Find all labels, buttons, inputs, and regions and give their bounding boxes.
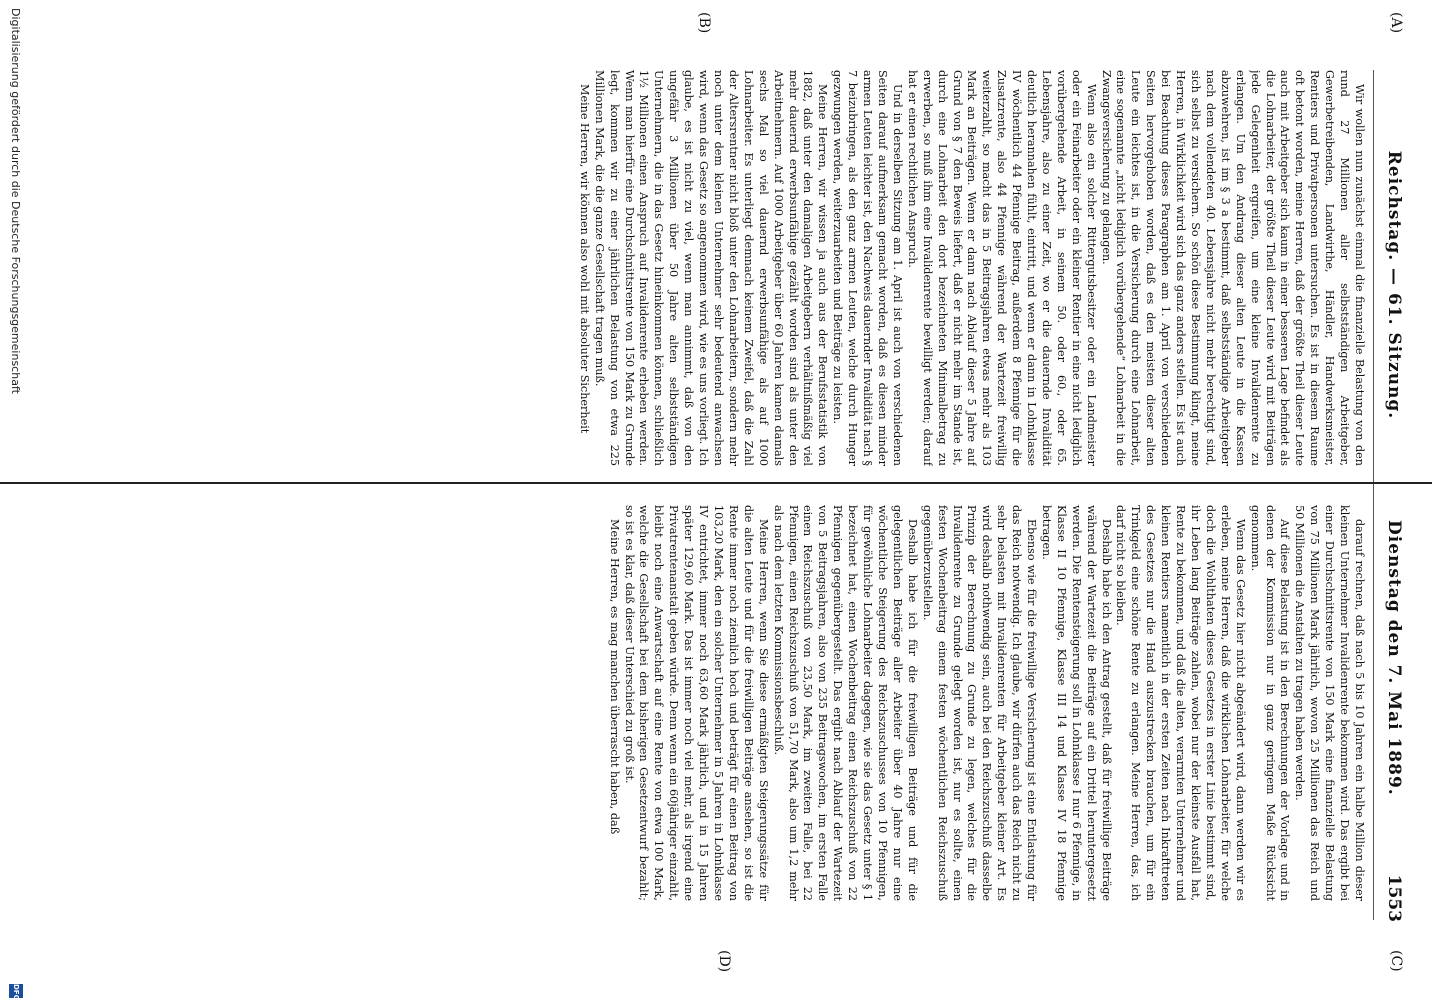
paragraph: darauf rechnen, daß nach 5 bis 10 Jahren ein halbe Million dieser kleinen Unternehmer Invalidenrente bekommen wird. Das ergibt bei einer Durchschnittsrente von 150 Mark eine finanzielle Belastung von 75 Millionen Mark jährlich, wovon 25 Millionen das Reich und 50 Millionen die Anstalten zu tragen haben werden. [1293,505,1366,901]
paragraph: Deshalb habe ich für die freiwilligen Beiträge und für die gelegentlichen Beiträge aller Arbeiter über 40 Jahre nur eine wöchentliche Steigerung des Reichszuschusses von 10 Pfennigen, für gewöhnliche Lohnarbeiter dagegen, wie sie das Gesetz unter § 1 bezeichnet hat, einen Wochenbeitrag einen Reichszuschuß von 22 Pfennigen gegenübergestellt. Das ergibt nach Ablauf der Wartezeit von 5 Beitragsjahren, also von 235 Beitragswochen, im ersten Falle einen Reichszuschuß von 23,50 Mark, im zweiten Falle, bei 22 Pfennigen, einen Reichszuschuß von 51,70 Mark, also um 1,2 mehr als nach dem letzten Kommissionsbeschluß. [771,505,919,901]
digitization-footer [0,0,26,1000]
paragraph: Meine Herren, wir wissen ja auch aus der Berufsstatistik von 1882, daß unter den damaligen Arbeitgebern verhältnißmäßig viel mehr dauernd erwerbsunfähige gezählt worden sind als unter den Arbeitnehmern. Auf 1000 Arbeitgeber über 60 Jahren kamen damals sechs Mal so viel dauernd erwerbsunfähige als auf 1000 Lohnarbeiter. Es unterliegt demnach keinem Zweifel, daß die Zahl der Altersrentner nicht bloß unter den Lohnarbeitern, sondern mehr noch unter dem kleinen Unternehmer sehr bedeutend anwachsen wird, wenn das Gesetz so angenommen wird, wie es uns vorliegt. Ich glaube, es ist nicht zu viel, wenn man annimmt, daß von den ungefähr 3 Millionen über 50 Jahre alten selbstständigen Unternehmern, die in das Gesetz hineinkommen können, schließlich 1½ Millionen einen Anspruch auf Invalidenrente erheben werden. Wenn man hierfür eine Durchschnittsrente von 150 Mark zu Grunde legt, kommen wir zu einer jährlichen Belastung von etwa 225 Millionen Mark, die die ganze Gesellschaft tragen muß. [592,70,830,466]
paragraph: Deshalb habe ich den Antrag gestellt, daß für freiwillige Beiträge während der Wartezeit die Beiträge auf ein Drittel heruntergesetzt werden. Die Rentensteigerung soll in Lohnklasse I nur 6 Pfennige, in Klasse II 10 Pfennige, Klasse III 14 und Klasse IV 18 Pfennige betragen. [1039,505,1113,901]
paragraph: Meine Herren, es mag manchen überrascht haben, daß [607,519,621,835]
margin-marker-c: (C) [1388,950,1404,972]
right-column [86,505,1366,901]
header-rule [1373,70,1374,920]
paragraph: Ebenso wie für die freiwillige Versicherung ist eine Entlastung für das Reich notwendig. Ich glaube, wir dürfen auch das Reich nicht zu sehr belasten mit Invalidenrenten für Arbeitgeber kleiner Art. Es wird deshalb nothwendig sein, auch bei den Reichszuschuß dasselbe Prinzip der Berechnung zu Grunde zu legen, welches für die Invalidenrente zu Grunde gelegt worden ist, nur es sollte, einen festen Wochenbeitrag einem festen wöchentlichen Reichszuschuß gegenüberzustellen. [920,505,1039,901]
page-number: 1553 [1384,874,1404,922]
paragraph: Wir wollen nun zunächst einmal die finanzielle Belastung von den rund 27 Millionen aller selbstständigen Arbeitgeber, Gewerbetreibenden, Landwirthe, Händler, Handwerksmeister, Rentiers und Privatpersonen untersuchen. Es ist in diesem Raume oft betont worden, meine Herren, daß der größte Theil dieser Leute auch mit Arbeitgeber sich kaum in einer besseren Lage befindet als die Lohnarbeiter, der größte Theil dieser Leute wird mit Beiträgen jede Gelegenheit ergreifen, um eine kleine Invalidenrente zu erlangen. Um den Andrang dieser alten Leute in die Kassen abzuwehren, ist im § 3 a bestimmt, daß selbstständige Arbeitgeber nach dem vollendeten 40. Lebensjahre nicht mehr berechtigt sind, sich selbst zu versichern. So schön diese Bestimmung klingt, meine Herren, in Wirklichkeit wird sich das ganz anders stellen. Es ist auch bei Beachtung dieses Paragraphen am 1. April von verschiedenen Seiten hervorgehoben worden, daß es den meisten dieser alten Leute ein leichtes ist, in die Versicherung durch eine Lohnarbeit, eine sogenannte „nicht lediglich vorübergehende“ Lohnarbeit in die Zwangsversicherung zu gelangen. [1099,70,1366,466]
header-right-date: Dienstag den 7. Mai 1889. [1384,520,1404,796]
paragraph: Auf diese Belastung ist in den Berechnungen der Vorlage und in denen der Kommission nur in ganz geringem Maße Rücksicht genommen. [1248,505,1292,901]
column-divider [0,482,1432,484]
footer-credit-text: Digitalisierung gefördert durch die Deutsche Forschungsgemeinschaft [9,8,22,394]
paragraph: Meine Herren, wenn Sie diese ermäßigten Steigerungssätze für die alten Leute und für die freiwilligen Beiträge ansehen, so ist die Rente immer noch ziemlich hoch und beträgt für einen Beitrag von 103,20 Mark, den ein solcher Unternehmer in 5 Jahren in Lohnklasse IV entrichtet, immer noch 63,60 Mark jährlich, und in 15 Jahren später 129,60 Mark. Das ist immer noch viel mehr, als irgend eine Privatrentenanstalt geben würde. Denn wenn ein 60jähriger einzahlt, bleibt noch eine Anwartschaft auf eine Rente von etwa 100 Mark, welche die Gesellschaft bei dem bisherigen Gesetzentwurf bezahlt; so ist es klar, daß dieser Unterschied zu groß ist. [622,505,770,901]
header-left-title: Reichstag. — 61. Sitzung. [1384,150,1404,420]
margin-marker-d: (D) [716,950,732,973]
paragraph: Meine Herren, wir können also wohl mit absoluter Sicherheit [577,84,591,434]
margin-marker-a: (A) [1388,12,1404,34]
paragraph: Wenn also ein solcher Rittergutsbesitzer oder ein Landmeister oder ein Feinarbeiter oder ein kleiner Rentier in eine nicht lediglich vorübergehende Arbeit, in seinem 50. oder 60., oder 65. Lebensjahre, also zu einer Zeit, wo er die dauernde Invalidität deutlich herannahen fühlt, eintritt, und wenn er dann in Lohnklasse IV wöchentlich 44 Pfennige Beitrag, außerdem 8 Pfennige für die Zusatzrente, also 44 Pfennige während der Wartezeit freiwillig weiterzahlt, so macht das in 5 Beitragsjahren etwas mehr als 103 Mark an Beiträgen. Wenn er dann nach Ablauf dieser 5 Jahre auf Grund von § 7 den Beweis liefert, daß er nicht mehr im Stande ist, durch eine Lohnarbeit den dort bezeichneten Minimalbetrag zu erwerben, so muß ihm eine Invalidenrente bewilligt werden; darauf hat er einen rechtlichen Anspruch. [905,70,1098,466]
margin-marker-b: (B) [696,12,712,34]
dfg-logo: DFG [9,984,23,998]
left-column [86,70,1366,466]
paragraph: Wenn das Gesetz hier nicht abgeändert wird, dann werden wir es erleben, meine Herren, daß die wirklichen Lohnarbeiter, für welche doch die Wohlthaten dieses Gesetzes in erster Linie bestimmt sind, ihr Leben lang Beiträge zahlen, wobei nur der kleinste Ausfall hat, Rente zu bekommen, und daß die alten, verarmten Unternehmer und kleinen Rentiers namentlich in der ersten Zeiten nach Inkrafttreten des Gesetzes nur die Hand auszustrecken brauchen, um für ein Trinkgeld eine schöne Rente zu erlangen. Meine Herren, das, ich darf nicht so bleiben. [1114,505,1247,901]
paragraph: Und in derselben Sitzung am 1. April ist auch von verschiedenen Seiten darauf aufmerksam gemacht worden, daß es diesen minder armen Leuten leichter ist, den Nachweis dauernder Invalidität nach § 7 beizubringen, als den ganz armen Leuten, welche durch Hunger gezwungen werden, weiterzuarbeiten und Beiträge zu leisten. [831,70,904,466]
